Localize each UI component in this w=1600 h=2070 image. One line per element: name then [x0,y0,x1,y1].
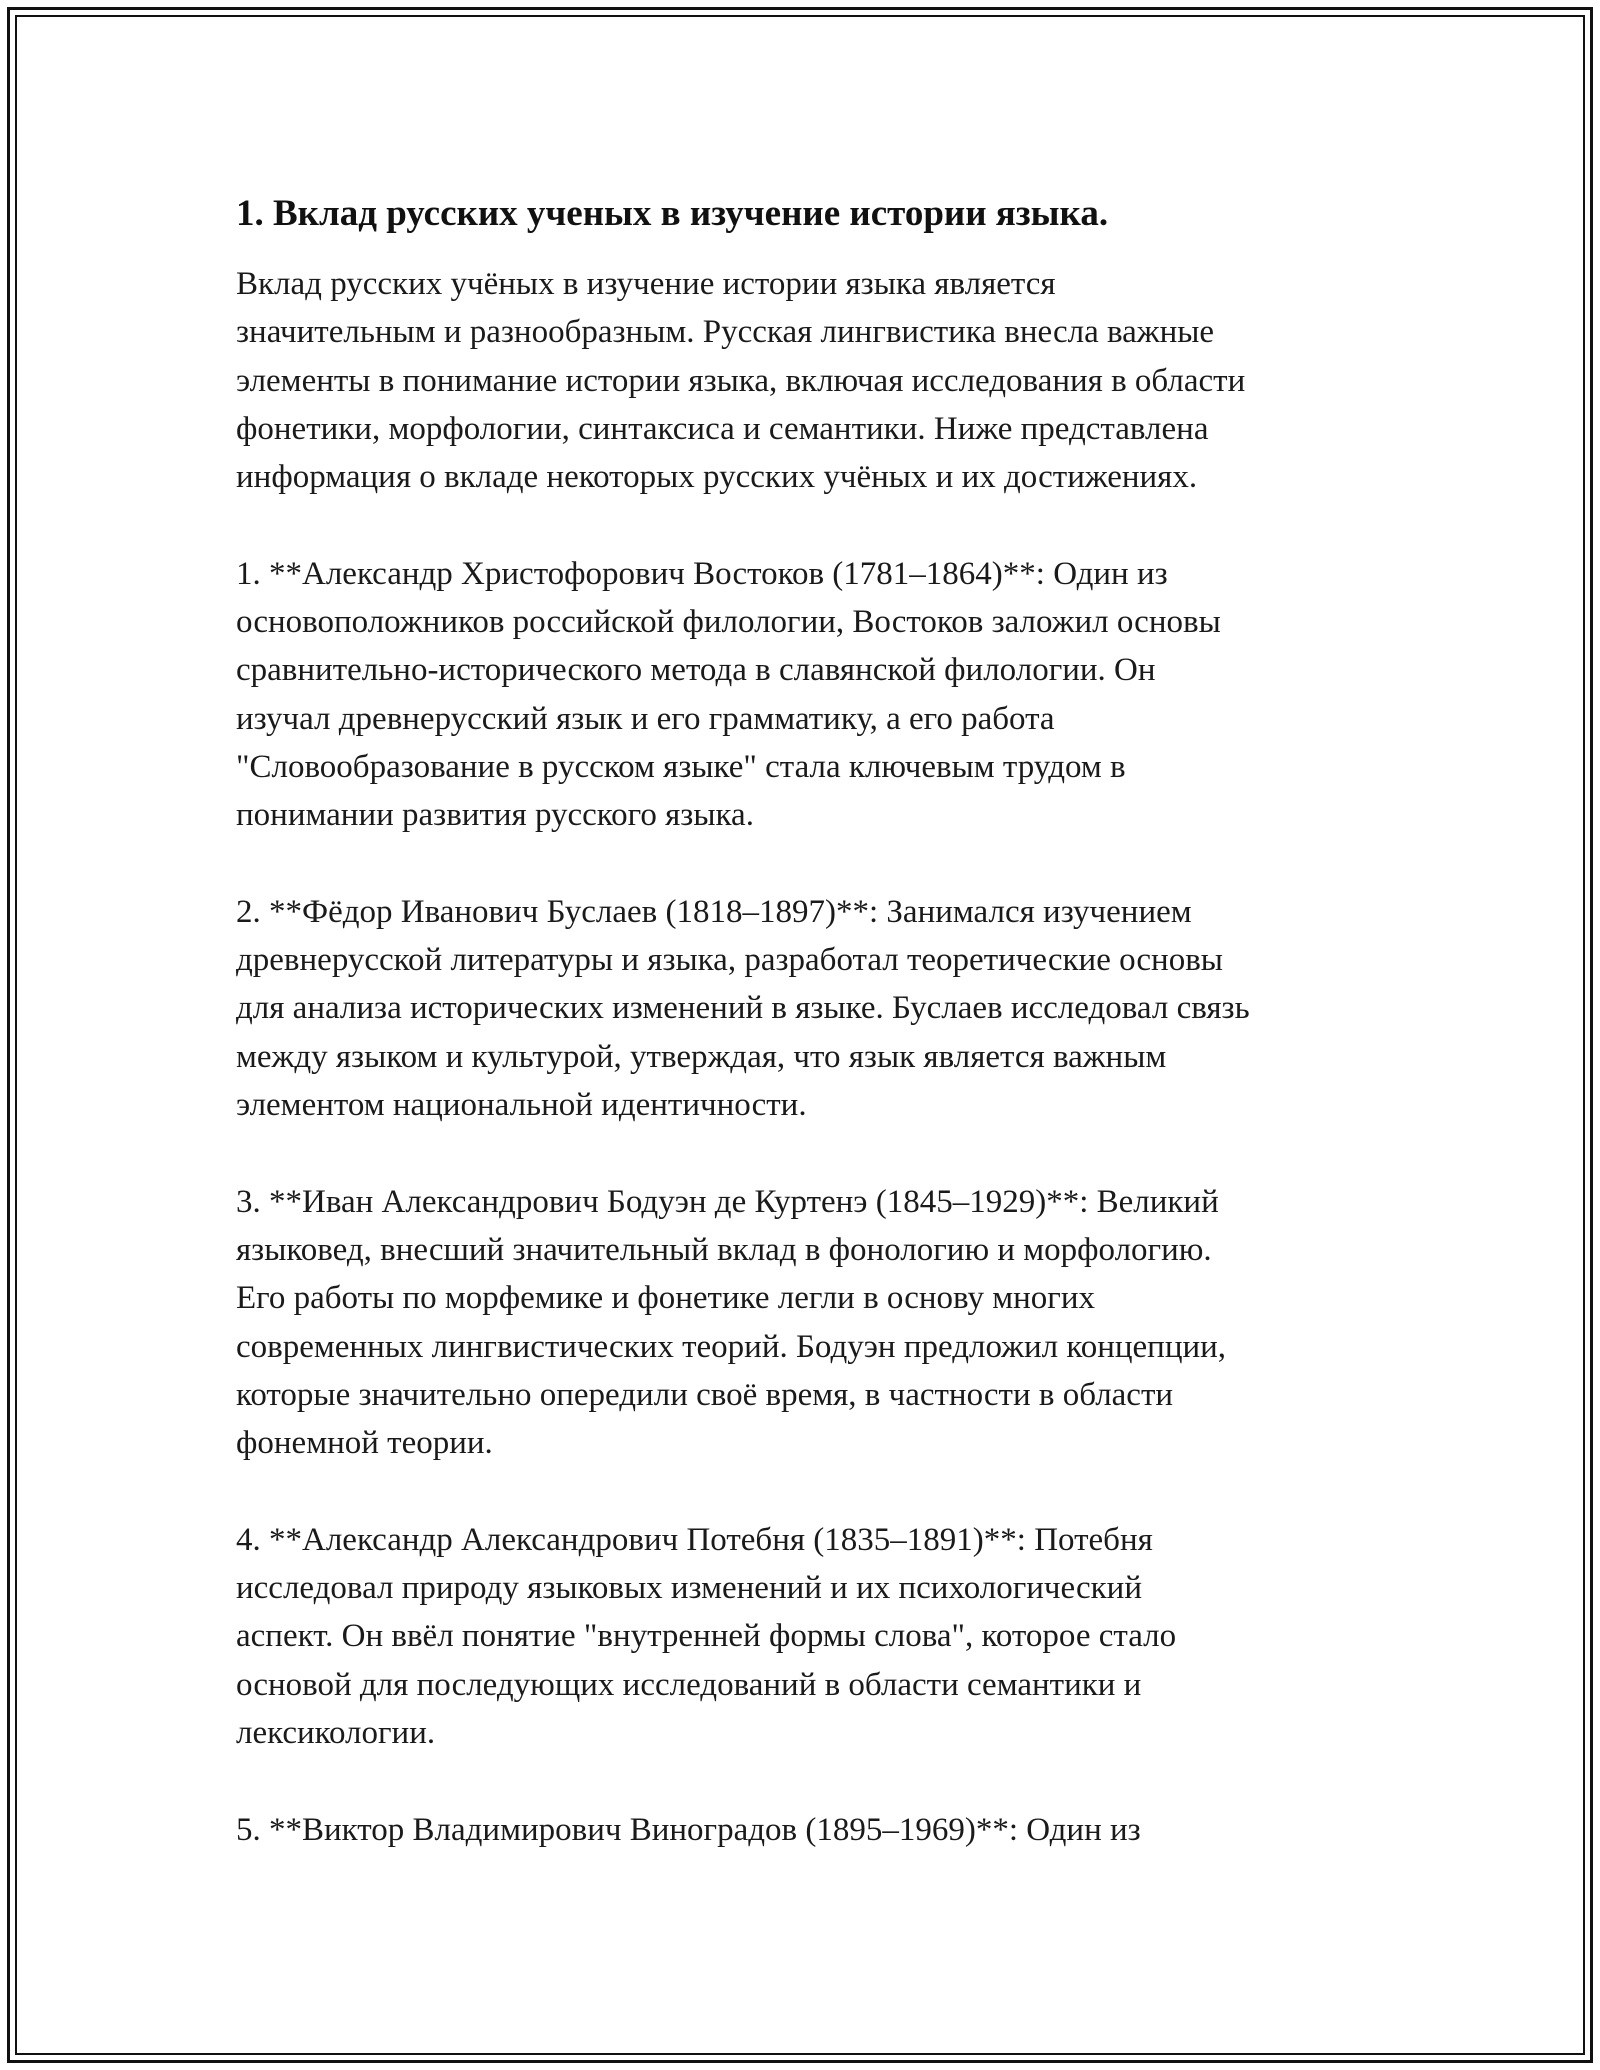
text-line: 5. **Виктор Владимирович Виноградов (1895–1969)**: Один из [236,1811,1141,1848]
text-line: между языком и культурой, утверждая, что язык является важным [236,1038,1167,1075]
list-item-baudouin [236,1178,1386,1468]
text-line: 4. **Александр Александрович Потебня (1835–1891)**: Потебня [236,1521,1153,1558]
text-line: древнерусской литературы и языка, разработал теоретические основы [236,942,1223,979]
text-line: для анализа исторических изменений в языке. Буслаев исследовал связь [236,990,1250,1027]
text-line: фонетики, морфологии, синтаксиса и семантики. Ниже представлена [236,410,1209,447]
text-line: которые значительно опередили своё время, в частности в области [236,1376,1174,1413]
text-line: Вклад русских учёных в изучение истории языка является [236,266,1056,302]
text-line: элементы в понимание истории языка, включая исследования в области [236,362,1246,399]
text-line: 3. **Иван Александрович Бодуэн де Куртенэ (1845–1929)**: Великий [236,1183,1219,1220]
list-item-vinogradov [236,1806,1386,1854]
text-line: аспект. Он ввёл понятие "внутренней формы слова", которое стало [236,1618,1177,1655]
text-line: основоположников российской филологии, Востоков заложил основы [236,604,1221,641]
text-line: информация о вкладе некоторых русских учёных и их достижениях. [236,459,1198,496]
text-line: 1. **Александр Христофорович Востоков (1781–1864)**: Один из [236,555,1168,592]
text-line: лексикологии. [236,1714,436,1751]
text-line: основой для последующих исследований в области семантики и [236,1666,1142,1703]
text-line: элементом национальной идентичности. [236,1087,807,1124]
text-line: исследовал природу языковых изменений и их психологический [236,1570,1143,1607]
list-item-potebnya [236,1516,1386,1757]
text-line: сравнительно-исторического метода в славянской филологии. Он [236,652,1156,689]
text-line: Его работы по морфемике и фонетике легли в основу многих [236,1280,1095,1317]
text-line: понимании развития русского языка. [236,797,754,834]
list-item-buslaev [236,888,1386,1129]
text-line: фонемной теории. [236,1425,493,1462]
list-item-vostokov [236,550,1386,840]
text-line: 2. **Фёдор Иванович Буслаев (1818–1897)**: Занимался изучением [236,893,1192,930]
document-body [236,188,1386,1902]
text-line: языковед, внесший значительный вклад в фонологию и морфологию. [236,1231,1212,1268]
text-line: современных лингвистических теорий. Бодуэн предложил концепции, [236,1328,1227,1365]
text-line: "Словообразование в русском языке" стала ключевым трудом в [236,748,1126,785]
text-line: значительным и разнообразным. Русская лингвистика внесла важные [236,314,1215,351]
intro-paragraph [236,260,1386,501]
section-heading: 1. Вклад русских ученых в изучение истории языка. [236,193,1109,234]
text-line: изучал древнерусский язык и его грамматику, а его работа [236,700,1055,737]
